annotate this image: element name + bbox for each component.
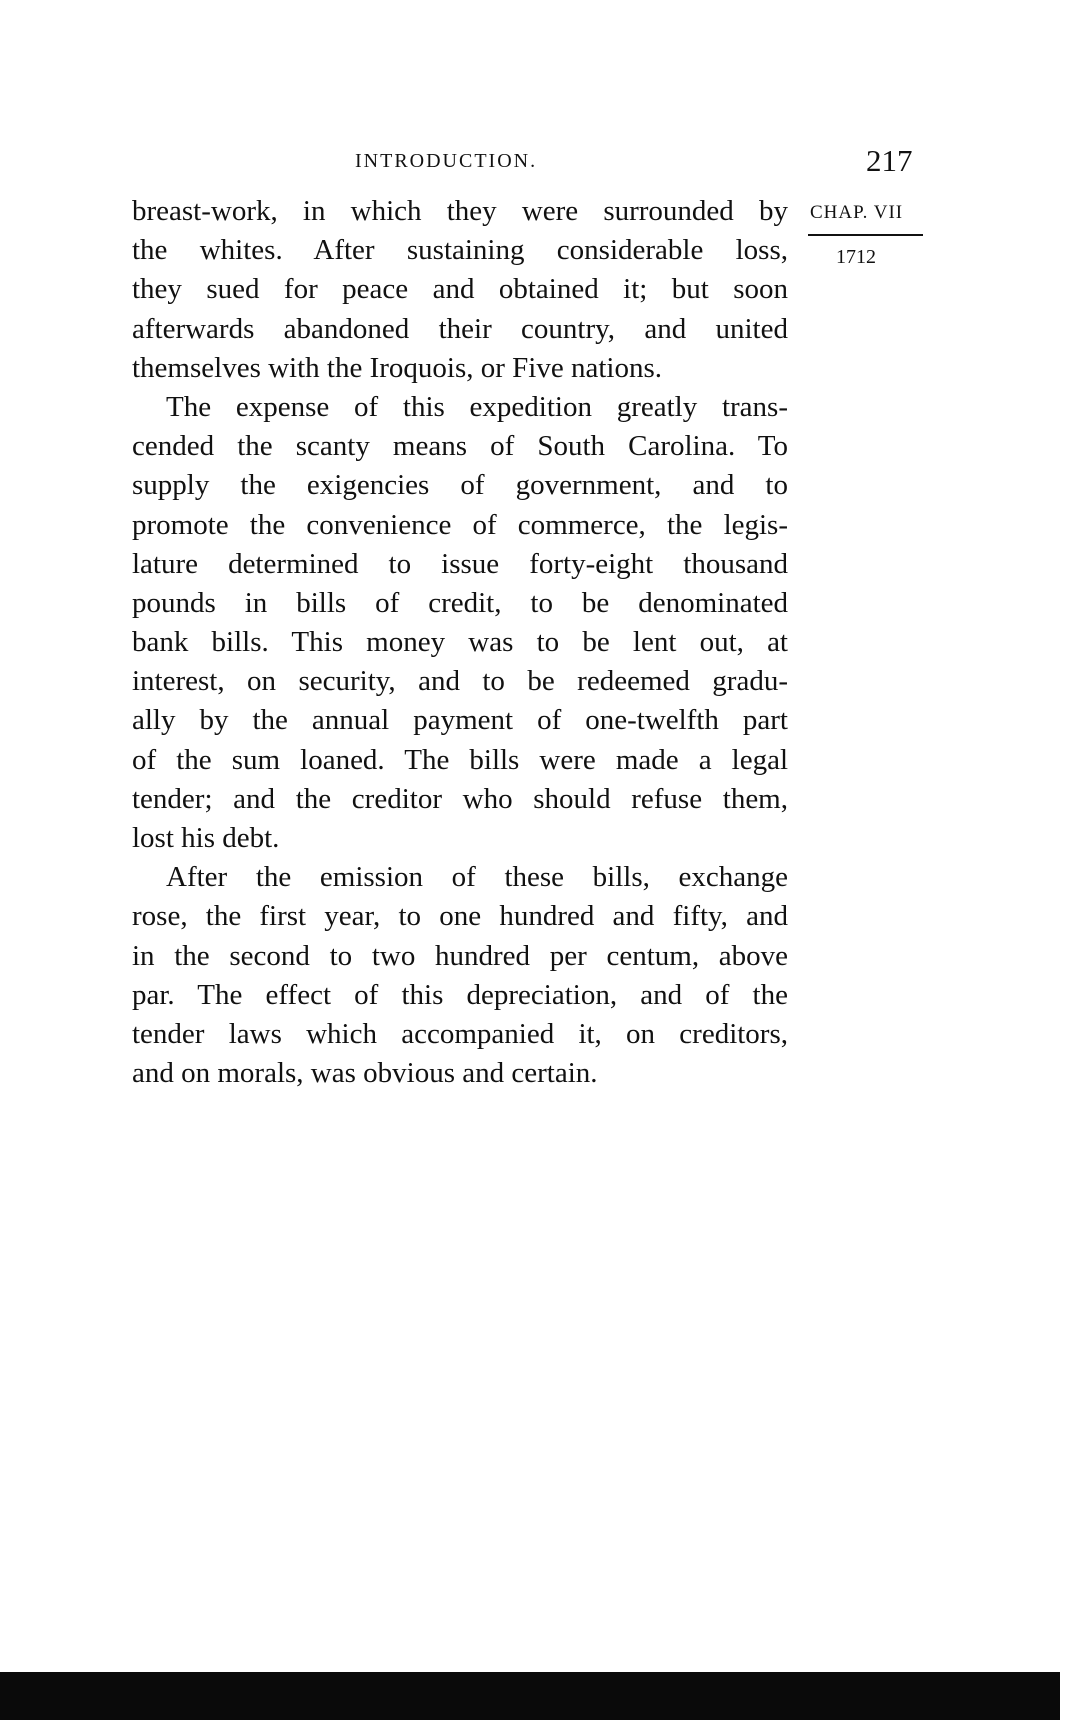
text-line: themselves with the Iroquois, or Five nations. [132, 351, 662, 384]
text-line: supply the exigencies of government, and to [132, 469, 788, 502]
text-line: lature determined to issue forty-eight thousand [132, 547, 788, 580]
scan-edge-bar [0, 1672, 1060, 1720]
text-line: they sued for peace and obtained it; but soon [132, 273, 788, 306]
margin-rule [808, 234, 923, 236]
text-line: cended the scanty means of South Carolina. To [132, 430, 788, 463]
text-line: The expense of this expedition greatly trans- [166, 390, 788, 423]
margin-year: 1712 [836, 246, 876, 268]
text-line: breast-work, in which they were surrounded by [132, 195, 788, 227]
text-line: of the sum loaned. The bills were made a legal [132, 743, 788, 776]
text-line: promote the convenience of commerce, the legis- [132, 508, 788, 541]
text-line: pounds in bills of credit, to be denominated [132, 586, 788, 619]
running-title: INTRODUCTION. [355, 150, 538, 172]
margin-chapter: CHAP. VII [810, 202, 904, 223]
text-line: par. The effect of this depreciation, and of the [132, 978, 788, 1011]
paragraph [132, 858, 788, 1093]
text-line: afterwards abandoned their country, and united [132, 312, 788, 345]
text-line: lost his debt. [132, 822, 280, 854]
text-line: After the emission of these bills, exchange [166, 861, 788, 894]
text-line: bank bills. This money was to be lent out, at [132, 626, 788, 659]
text-line: the whites. After sustaining considerable loss, [132, 234, 788, 267]
text-line: interest, on security, and to be redeemed gradu- [132, 665, 788, 698]
text-line: and on morals, was obvious and certain. [132, 1057, 598, 1090]
text-line: tender laws which accompanied it, on creditors, [132, 1017, 788, 1050]
body-text [132, 192, 788, 1093]
text-line: tender; and the creditor who should refuse them, [132, 782, 788, 815]
text-line: ally by the annual payment of one-twelfth part [132, 704, 788, 737]
page-number: 217 [866, 143, 913, 178]
text-line: in the second to two hundred per centum, above [132, 939, 788, 972]
paragraph [132, 192, 788, 388]
text-line: rose, the first year, to one hundred and fifty, and [132, 900, 788, 933]
paragraph [132, 388, 788, 858]
